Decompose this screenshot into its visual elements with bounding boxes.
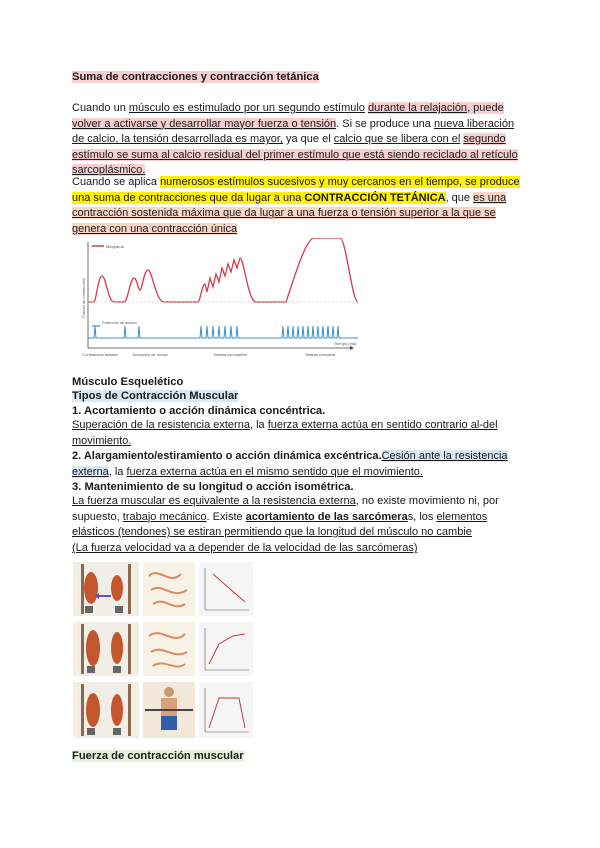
- panel-graph-concentric: [199, 562, 253, 616]
- category-contraccion-aislada: Contracción aislada: [82, 352, 118, 357]
- subheading-tipos-contraccion: Tipos de Contracción Muscular: [72, 390, 239, 402]
- heading-suma-contracciones: Suma de contracciones y contracción tetánica: [72, 71, 319, 83]
- row-eccentric: [73, 622, 253, 676]
- item1-title: 1. Acortamiento o acción dinámica concéntrica.: [72, 405, 326, 417]
- row-isometric: [73, 682, 253, 738]
- item2-text: 2. Alargamiento/estiramiento o acción dinámica excéntrica.Cesión ante la resistencia externa, la fuerza externa actúa en el mismo sentido que el movimiento.: [72, 450, 508, 478]
- category-tetania-completa: Tetania completa: [304, 352, 336, 357]
- panel-graph-isometric: [199, 682, 253, 738]
- item3-text: La fuerza muscular es equivalente a la resistencia externa, no existe movimiento ni, por supuesto, trabajo mecánico. Existe acortamiento de las sarcómeras, los elementos elásticos (tendones) se estiran permitiendo que la longitud del músculo no cambie (La fuerza velocidad va a depender de la velocidad de las sarcómeras): [72, 495, 499, 554]
- category-sumacion: Sumación de ondas: [132, 352, 168, 357]
- y-axis-label: Fuerza de contracción: [81, 278, 86, 318]
- contraction-types-figure: [73, 560, 253, 740]
- action-potential-line: [88, 326, 358, 338]
- paragraph-tetanica: Cuando se aplica numerosos estímulos sucesivos y muy cercanos en el tiempo, se produce una suma de contracciones que da lugar a una CONTRACCIÓN TETÁNICA, que es una contracción sostenida máxima que da lugar a una fuerza o tensión superior a la que se genera con una contracción única: [72, 176, 520, 235]
- x-axis-label: Tiempo (ms): [334, 341, 357, 346]
- item3-title: 3. Mantenimiento de su longitud o acción isométrica.: [72, 481, 354, 493]
- row-concentric: [73, 562, 253, 616]
- tetanus-chart: [80, 238, 362, 370]
- paragraph-suma: Cuando un músculo es estimulado por un segundo estímulo durante la relajación, puede volver a activarse y desarrollar mayor fuerza o tensión. Si se produce una nueva liberación de calcio, la tensión desarrollada es mayor, ya que el calcio que se libera con el segundo estímulo se suma al calcio residual del primer estímulo que está siendo reciclado al retículo sarcoplásmico.: [72, 102, 518, 177]
- panel-graph-eccentric: [199, 622, 253, 676]
- item2-title: 2. Alargamiento/estiramiento o acción dinámica excéntrica.: [72, 450, 382, 462]
- myogram-line: [88, 238, 358, 302]
- heading-fuerza-contraccion: Fuerza de contracción muscular: [72, 750, 244, 762]
- category-tetania-incompleta: Tetania incompleta: [213, 352, 247, 357]
- x-axis-arrow-icon: [350, 346, 354, 350]
- panel-sarcomere-eccentric: [143, 622, 195, 676]
- heading-musculo-esqueletico: Músculo Esquelético: [72, 376, 184, 388]
- legend-myogram: Miograma: [106, 244, 124, 249]
- item1-text: Superación de la resistencia externa, la fuerza externa actúa en sentido contrario al-del movimiento.: [72, 419, 498, 447]
- legend-ap: Potencial de acción: [102, 320, 137, 325]
